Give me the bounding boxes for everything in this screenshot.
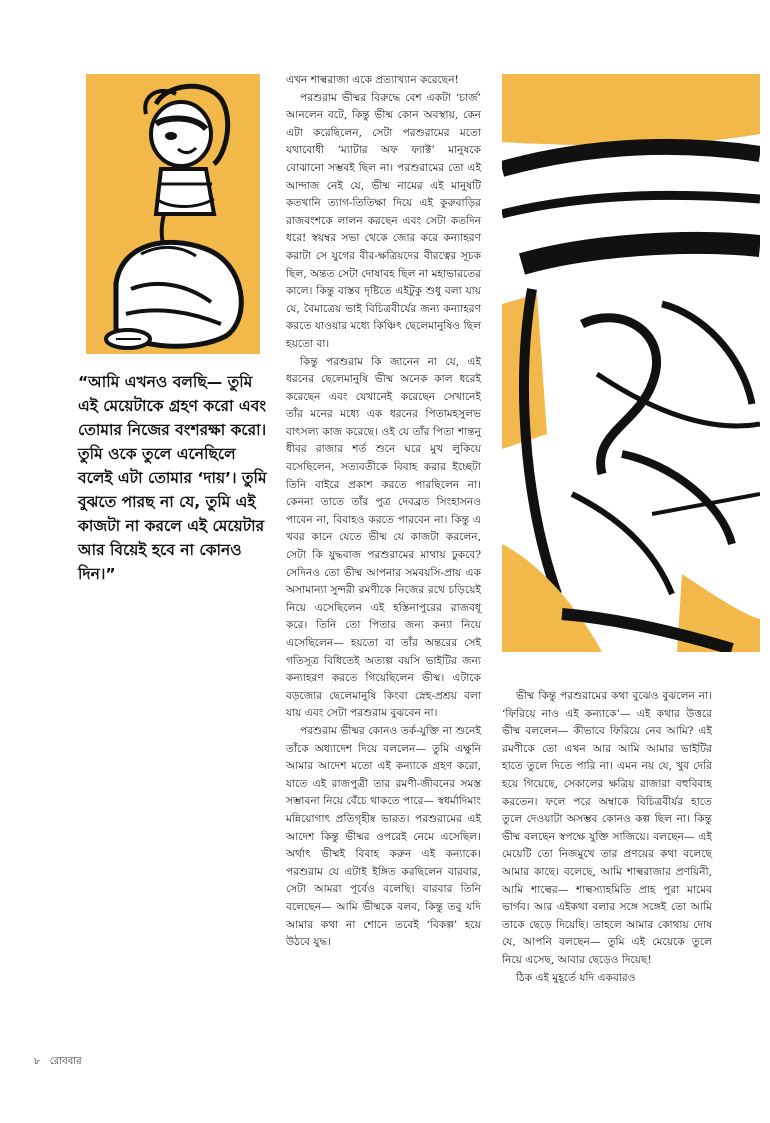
article-column-right bbox=[502, 688, 712, 987]
paragraph: এখন শাল্বরাজা একে প্রত্যাখ্যান করেছেন! bbox=[286, 74, 459, 86]
page-number: ৮ bbox=[34, 1056, 41, 1067]
seated-woman-drawing bbox=[86, 74, 260, 354]
publication-name: রোববার bbox=[49, 1056, 82, 1067]
paragraph: পরশুরাম ভীষ্মর কোনও তর্ক-যুক্তি না শুনেই তাঁকে অধ্যাদেশ দিয়ে বললেন— তুমি এক্ষুনি আমার আদেশ মতো এই কন্যাকে গ্রহণ করো, যাতে এই রাজপুত্রী তার রমণী-জীবনের সমস্ত সম্ভাবনা নিয়ে বেঁচে থাকতে পারে— স্বধর্মাদিমাং মন্নিয়োগাৎ প্রতিগৃহীষ্ব ভারত। পরশুরামের এই আদেশ কিন্তু ভীষ্মর ওপরেই নেমে এসেছিল। অর্থাৎ ভীষ্মই বিবাহ করুন এই কন্যাকে। পরশুরাম যে এটাই ইঙ্গিত করছিলেন বারবার, সেটা আমরা পূর্বেও বলেছি। বারবার তিনি বলেছেন— আমি ভীষ্মকে বলব, কিন্তু তবু যদি আমার কথা না শোনে তবেই ‘বিকল্প’ হয়ে উঠবে যুদ্ধ। bbox=[286, 724, 481, 949]
illustration-abstract-brushwork bbox=[502, 74, 760, 652]
paragraph: পরশুরাম ভীষ্মর বিরুদ্ধে বেশ একটা ‘চার্জ’ আনলেন বটে, কিন্তু ভীষ্ম কোন অবস্থায়, কেন এটা করেছিলেন, সেটা পরশুরামের মতো যথাবোধী ‘ম্যাটার অফ ফ্যাক্ট’ মানুষকে বোঝানো সম্ভবই ছিল না। পরশুরামের তো এই আন্দাজ নেই যে, ভীষ্ম নামের এই মানুষটি কতখানি ত্যাগ-তিতিক্ষা দিয়ে এই কুরুবাড়ির রাজবংশকে লালন করছেন এবং সেটা কতদিন ধরে! স্বয়ম্বর সভা থেকে জোর করে কন্যাহরণ করাটা সে যুগের বীর-ক্ষত্রিয়দের বীরত্বের সূচক ছিল, অন্তত সেটা দোষাবহ ছিল না মহাভারতের কালে। কিন্তু বাস্তব দৃষ্টিতে এইটুকু শুধু বলা যায় যে, বৈমাত্রেয় ভাই বিচিত্রবীর্যের জন্য কন্যাহরণ করতে যাওয়ার মধ্যে কিঞ্চিৎ ছেলেমানুষিও ছিল হয়তো বা। bbox=[286, 91, 481, 350]
paragraph: কিন্তু পরশুরাম কি জানেন না যে, এই ধরনের ছেলেমানুষি ভীষ্ম অনেক কাল ধরেই করেছেন এবং যেখানেই করেছেন সেখানেই তাঁর মনের মধ্যে এক ধরনের পিতামহসুলভ বাৎসল্য কাজ করেছে। ওই যে তাঁর পিতা শান্তনু ধীবর রাজার শর্ত শুনে ঘরে মুখ লুকিয়ে বসেছিলেন, সত্যবতীকে বিবাহ করার ইচ্ছেটা তিনি বাইরে প্রকাশ করতে পারছিলেন না। কেননা তাতে তাঁর পুত্র দেবব্রত সিংহাসনও পাবেন না, বিবাহও করতে পারবেন না। কিন্তু এ খবর কানে যেতে ভীষ্ম যে কাজটা করলেন, সেটা কি যুদ্ধবাজ পরশুরামের মাথায় ঢুকবে? সেদিনও তো ভীষ্ম আপনার সমবয়সি-প্রায় এক অসামান্যা সুন্দরী রমণীকে নিজের রথে চড়িয়েই নিয়ে এসেছিলেন এই হস্তিনাপুরের রাজবধূ করে। তিনি তো পিতার জন্য কন্যা নিয়ে এসেছিলেন— হয়তো বা তাঁর অন্তরের সেই গতিসূত্র বিধিতেই অত্যল্প বয়সি ভাইটির জন্য কন্যাহরণ করতে গিয়েছিলেন ভীষ্ম। এটাকে বড়জোর ছেলেমানুষি কিংবা স্নেহ-প্রশ্রয় বলা যায় এবং সেটা পরশুরাম বুঝবেন না। bbox=[286, 355, 481, 720]
illustration-seated-woman bbox=[86, 74, 260, 354]
pull-quote: “আমি এখনও বলছি— তুমি এই মেয়েটাকে গ্রহণ করো এবং তোমার নিজের বংশরক্ষা করো। তুমি ওকে তুলে এনেছিলে বলেই এটা তোমার ‘দায়’। তুমি বুঝতে পারছ না যে, তুমি এই কাজটা না করলে এই মেয়েটার আর বিয়েই হবে না কোনও দিন।” bbox=[78, 373, 267, 583]
paragraph: ঠিক এই মুহূর্তে যদি একবারও bbox=[516, 971, 636, 984]
page-footer bbox=[34, 1054, 88, 1071]
article-column-middle bbox=[286, 72, 481, 952]
paragraph: ভীষ্ম কিন্তু পরশুরামের কথা বুঝেও বুঝলেন না। ‘ফিরিয়ে নাও এই কন্যাকে’— এই কথার উত্তরে ভীষ্ম বললেন— কীভাবে ফিরিয়ে নেব আমি? এই রমণীকে তো এখন আর আমি আমার ভাইটির হাতে তুলে দিতে পারি না। এমন নয় যে, খুব দেরি হয়ে গিয়েছে, সেকালের ক্ষত্রিয় রাজারা বহুবিবাহ করতেন। ফলে পরে অম্বাকে বিচিত্রবীর্যর হাতে তুলে দেওয়াটা অসম্ভব কোনও কল্প ছিল না। কিন্তু ভীষ্ম বলছেন স্বপক্ষে যুক্তি সাজিয়ে। বলছেন— এই মেয়েটি তো নিজমুখে তার প্রণয়ের কথা বলেছে আমার কাছে। বলেছে, আমি শাল্বরাজার প্রণয়িনী, আমি শাল্বের— শাল্বস্যাহমিতি প্রাহ পুরা মামেব ভার্গব। আর এইকথা বলার সঙ্গে সঙ্গেই তো আমি তাকে ছেড়ে দিয়েছি। তাহলে আমার কোথায় দোষ যে, আপনি বলছেন— তুমি এই মেয়েকে তুলে নিয়ে এসেছ, আবার ছেড়েও দিয়েছ! bbox=[502, 690, 712, 966]
abstract-brushwork-drawing bbox=[502, 74, 760, 652]
